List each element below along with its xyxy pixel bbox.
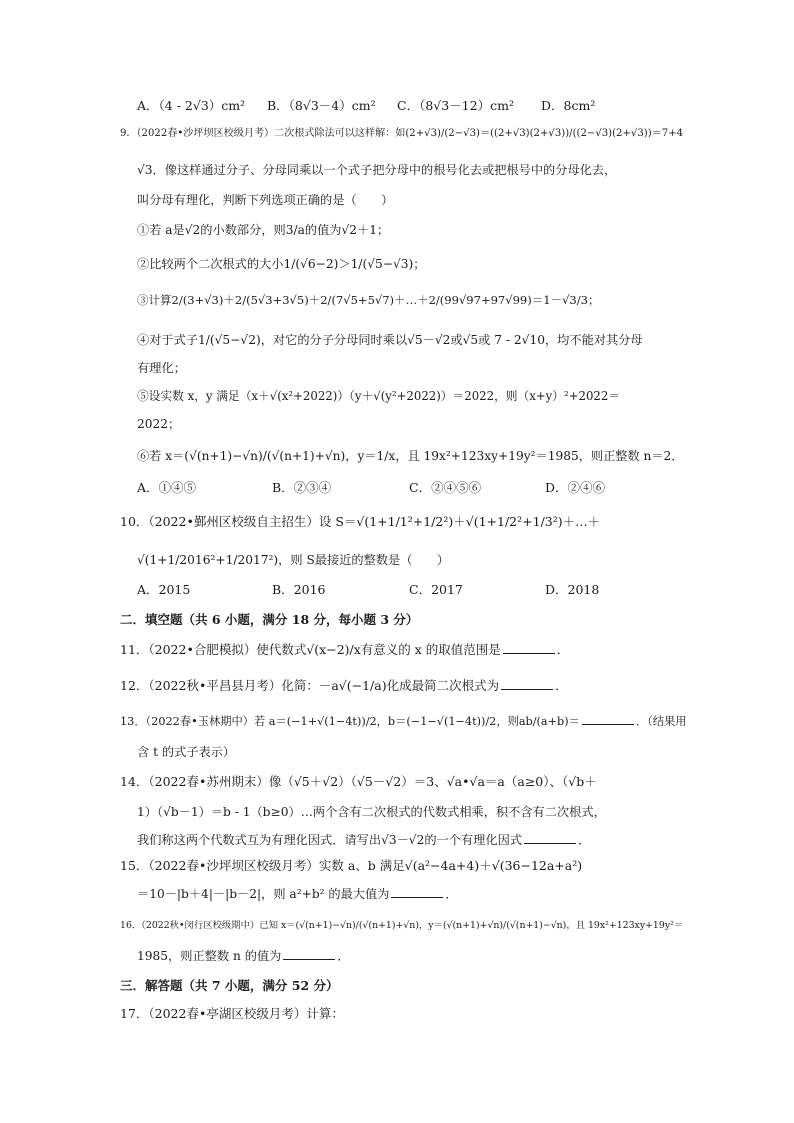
q9-option-a[interactable]: A．①④⑤ bbox=[137, 480, 197, 495]
q14-text: 我们称这两个代数式互为有理化因式．请写出√3－√2的一个有理化因式 bbox=[137, 833, 522, 847]
q10-option-c[interactable]: C．2017 bbox=[409, 582, 463, 597]
q9-option-b[interactable]: B．②③④ bbox=[272, 480, 332, 495]
q14-end: ． bbox=[577, 833, 591, 847]
q10-options bbox=[137, 580, 677, 600]
q15-text: ＝10－|b＋4|－|b－2|，则 a²+b² 的最大值为 bbox=[137, 887, 390, 901]
section-solution-heading: 三．解答题（共 7 小题，满分 52 分） bbox=[120, 978, 339, 993]
q17-stem: 17．（2022春•亭湖区校级月考）计算： bbox=[120, 1006, 344, 1021]
q13-text: 13．（2022春•玉林期中）若 a＝(−1+√(1−4t))/2，b＝(−1−√(1−4t))/2，则ab/(a+b)＝ bbox=[120, 715, 580, 728]
q14-line1: 14．（2022春•苏州期末）像（√5＋√2）（√5－√2）＝3、√a•√a＝a（a≥0）、（√b＋ bbox=[120, 774, 597, 789]
q12-text: 12．（2022秋•平昌县月考）化简：－a√(−1/a)化成最简二次根式为 bbox=[120, 678, 500, 693]
q15-line2 bbox=[137, 884, 697, 904]
q12-end: ． bbox=[555, 678, 568, 693]
q14-line2: 1）（√b－1）＝b - 1（b≥0）…两个含有二次根式的代数式相乘，积不含有二次根式， bbox=[137, 805, 606, 819]
q9-option-c[interactable]: C．②④⑤⑥ bbox=[409, 480, 482, 495]
q15-line1: 15．（2022春•沙坪坝区校级月考）实数 a、b 满足√(a²−4a+4)＋√(36−12a+a²) bbox=[120, 858, 583, 873]
q9-statement-1: ①若 a是√2的小数部分，则3/a的值为√2＋1； bbox=[137, 223, 390, 237]
q11-answer-blank[interactable] bbox=[503, 641, 555, 654]
q9-statement-4a: ④对于式子1/(√5−√2)，对它的分子分母同时乘以√5－√2或√5或 7 - 2√10，均不能对其分母 bbox=[137, 333, 643, 347]
q12-answer-blank[interactable] bbox=[501, 677, 553, 690]
q10-option-b[interactable]: B．2016 bbox=[272, 582, 326, 597]
q13 bbox=[120, 712, 687, 732]
q13-end: ．（结果用 bbox=[635, 715, 687, 728]
q9-options bbox=[137, 478, 677, 498]
q16-line2 bbox=[137, 946, 697, 966]
q9-statement-4b: 有理化； bbox=[137, 361, 186, 375]
q10-stem-line2: √(1+1/2016²+1/2017²)，则 S最接近的整数是（ ） bbox=[137, 553, 450, 567]
q15-end: ． bbox=[445, 887, 458, 901]
q10-option-d[interactable]: D．2018 bbox=[545, 582, 600, 597]
q8-option-d[interactable]: D．8cm² bbox=[541, 98, 596, 113]
q16-line1: 16．（2022秋•闵行区校级期中）已知 x＝(√(n+1)−√n)/(√(n+1)+√n)，y＝(√(n+1)+√n)/(√(n+1)−√n)，且 19x²+123xy+19y²＝ bbox=[120, 920, 684, 931]
q12 bbox=[120, 676, 680, 696]
q16-text: 1985，则正整数 n 的值为 bbox=[137, 949, 282, 963]
q9-stem-line3: 叫分母有理化，判断下列选项正确的是（ ） bbox=[137, 193, 394, 207]
q10-stem-line1: 10．（2022•鄞州区校级自主招生）设 S＝√(1+1/1²+1/2²)＋√(1+1/2²+1/3²)＋…＋ bbox=[120, 514, 601, 529]
q16-answer-blank[interactable] bbox=[283, 947, 335, 960]
q13-line2: 含 t 的式子表示） bbox=[137, 745, 236, 759]
q9-statement-2: ②比较两个二次根式的大小1/(√6−2)＞1/(√5−√3)； bbox=[137, 257, 426, 271]
q14-line3 bbox=[137, 830, 697, 850]
section-fill-in-heading: 二．填空题（共 6 小题，满分 18 分，每小题 3 分） bbox=[120, 612, 419, 627]
q8-option-a[interactable]: A．（4 - 2√3）cm² bbox=[137, 98, 246, 113]
q14-answer-blank[interactable] bbox=[524, 831, 576, 844]
q9-stem-line1: 9．（2022春•沙坪坝区校级月考）二次根式除法可以这样解：如(2+√3)/(2−√3)＝((2+√3)(2+√3))/((2−√3)(2+√3))＝7+4 bbox=[120, 128, 684, 139]
q9-option-d[interactable]: D．②④⑥ bbox=[545, 480, 606, 495]
q15-answer-blank[interactable] bbox=[391, 885, 443, 898]
q8-option-c[interactable]: C．（8√3－12）cm² bbox=[397, 98, 514, 113]
q9-statement-3: ③计算2/(3+√3)＋2/(5√3+3√5)＋2/(7√5+5√7)＋…＋2/(99√97+97√99)＝1－√3/3； bbox=[137, 293, 600, 307]
q10-option-a[interactable]: A．2015 bbox=[137, 582, 191, 597]
q9-statement-5a: ⑤设实数 x，y 满足（x＋√(x²+2022)）（y＋√(y²+2022)）＝2022，则（x+y）²+2022＝ bbox=[137, 389, 621, 403]
q13-answer-blank[interactable] bbox=[582, 712, 634, 725]
q9-stem-line2: √3．像这样通过分子、分母同乘以一个式子把分母中的根号化去或把根号中的分母化去， bbox=[137, 163, 617, 177]
q16-end: ． bbox=[337, 949, 350, 963]
q8-options bbox=[137, 96, 677, 116]
q11-end: ． bbox=[556, 642, 570, 657]
q8-option-b[interactable]: B．（8√3－4）cm² bbox=[267, 98, 376, 113]
q11 bbox=[120, 640, 680, 660]
q11-text: 11．（2022•合肥模拟）使代数式√(x−2)/x有意义的 x 的取值范围是 bbox=[120, 642, 501, 657]
q9-statement-6: ⑥若 x＝(√(n+1)−√n)/(√(n+1)+√n)，y＝1/x，且 19x²+123xy+19y²＝1985，则正整数 n＝2． bbox=[137, 449, 684, 463]
q9-statement-5b: 2022； bbox=[137, 417, 181, 431]
